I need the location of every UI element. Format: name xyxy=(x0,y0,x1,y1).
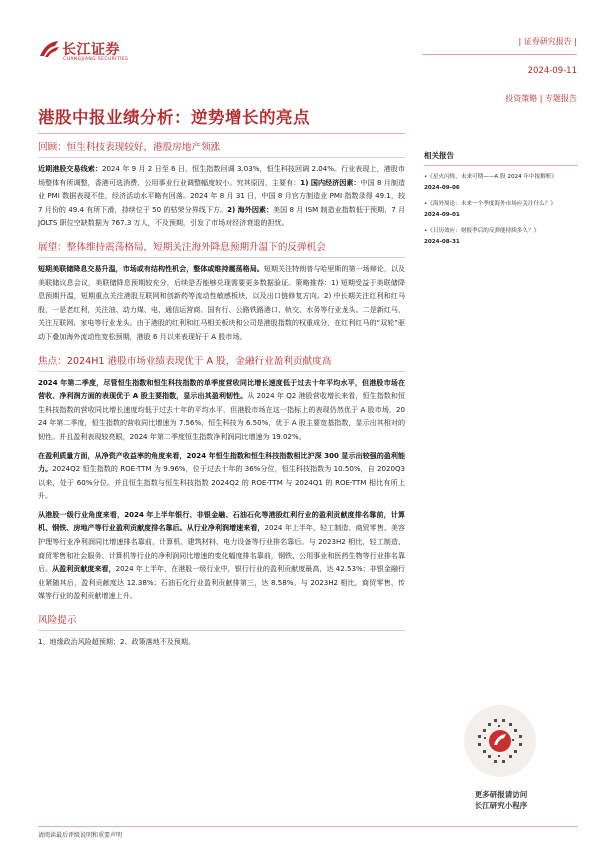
section-heading: 风险提示 xyxy=(38,608,405,631)
report-date: 2024-09-11 xyxy=(527,66,577,76)
body-paragraph xyxy=(38,508,405,603)
emphasis-text: 从港股一级行业角度来看，2024 年上半年银行、非银金融、石油石化等港股红利行业的盈利贡献度排名靠前，计算机、钢铁、房地产等行业盈利贡献度排名靠后。从行业净利润增速来看， xyxy=(38,509,405,533)
emphasis-text: 在盈利质量方面，从净资产收益率的角度来看，2024 年恒生指数和恒生科技指数相比沪深 300 显示出较强的盈利能力。 xyxy=(38,450,405,474)
emphasis-text: 2) 海外因素： xyxy=(227,204,274,214)
related-report-item[interactable] xyxy=(424,226,578,247)
emphasis-text: 2024 年第二季度，尽管恒生指数和恒生科技指数的单季度营收同比增长速度低于过去十年平均水平，但港股市场在营收、净利润方面的表现优于 A 股主要指数，显示出其盈利韧性。 xyxy=(38,377,405,401)
related-reports-heading: 相关报告 xyxy=(424,150,578,166)
section-heading: 焦点：2024H1 港股市场业绩表现优于 A 股，金融行业盈利贡献度高 xyxy=(38,349,405,372)
emphasis-text: 短期美联储降息交易升温，市场或有结构性机会，整体或维持震荡格局。 xyxy=(38,263,264,273)
body-paragraph xyxy=(38,162,405,230)
brand-name-en: CHANGJIANG SECURITIES xyxy=(63,57,129,62)
brand-logo xyxy=(38,38,168,66)
body-text: 2024 年 9 月 2 日至 6 日，恒生指数回调 3.03%，恒生科技回调 2.04%。行业表现上，港股市场整体有所调整，香港可选消费、公用事业行业调整幅度较小。究其原因，主要有： xyxy=(38,164,405,187)
body-paragraph xyxy=(38,262,405,344)
brand-mark-icon xyxy=(38,38,64,60)
body-text: 1、地缘政治风险超预期；2、政策落地不及预期。 xyxy=(38,637,195,647)
brand-name: 长江证券 xyxy=(62,42,120,58)
report-meta xyxy=(422,36,577,105)
emphasis-text: 从盈利贡献度来看， xyxy=(52,564,116,574)
related-report-item[interactable] xyxy=(424,172,578,193)
body-text: 中国 8 月制造业 PMI 数据表现不佳，经济活动水平略有回落。2024 年 8 月 31 日，中国 8 月官方制造业 PMI 指数录得 49.1，较 7 月份的 49.4 有所下滑，持续位于 50 的枯荣分界线下方。 xyxy=(38,177,405,214)
section-heading: 回顾：恒生科技表现较好，港股房地产领涨 xyxy=(38,135,405,158)
report-type: 投资策略 | 专题报告 xyxy=(505,94,577,103)
related-report-item[interactable] xyxy=(424,199,578,220)
related-reports xyxy=(424,150,578,254)
section-heading: 展望：整体维持震荡格局，短期关注海外降息预期升温下的反弹机会 xyxy=(38,235,405,258)
body-paragraph xyxy=(38,449,405,503)
report-body xyxy=(38,135,405,654)
emphasis-text: 1) 国内经济因素： xyxy=(300,177,361,187)
page-title: 港股中报业绩分析：逆势增长的亮点 xyxy=(38,108,310,127)
body-paragraph xyxy=(38,376,405,444)
body-text: 2024 年上半年，在港股一级行业中，银行行业的盈利贡献度最高，达 42.53%；非银金融行业紧随其后，盈利贡献度达 12.38%；石油石化行业盈利贡献排第三，达 8.58%。与 2023H2 相比，商贸零售、传媒等行业的盈利贡献增速上升。 xyxy=(38,564,405,601)
related-report-date: 2024-09-01 xyxy=(424,211,460,218)
qr-caption-line-2: 长江研究小程序 xyxy=(474,801,528,810)
body-text: 2024 年上半年，轻工制造、商贸零售、美容护理等行业净利润同比增速排名靠前，计算机、建筑材料、电力设备等行业排名靠后。与 2023H2 相比，轻工制造、商贸零售和社会服务、计算机等行业的净利润同比增速的变化幅度排名靠前，钢铁、公用事业和医药生物等行业排名靠后。 xyxy=(38,523,405,574)
emphasis-text: 近期港股交易线索： xyxy=(38,164,102,173)
report-kind: | 证券研究报告 | xyxy=(518,37,577,46)
body-paragraph xyxy=(38,635,405,649)
body-text: 短期关注特朗普与哈里斯的第一场辩论，以及美联储议息会议，美联储降息预期较充分，后续是否能够兑现需要更多数据验证。策略推荐：1) 短期受益于美联储降息预期升温，短期重点关注港股互联网和创新药等流动性敏感板块，以及出口链修复方向。2) 中长期关注红利和红马股，一是老红利，关注油、动力煤、电、通信运营商、国有行、公路铁路港口、轨交、水务等行业龙头。二是新红马，关注互联网、家电等行业龙头。由于港股的红利和红马相关板块和公司是港股指数的权重成分，在红利红马的“双轮”驱动下叠加海外流动性宽松预期，港股 6 月以来表现好于 A 股市场。 xyxy=(38,263,405,341)
related-report-date: 2024-08-31 xyxy=(424,238,460,245)
body-text: 2024Q2 恒生指数的 ROE-TTM 为 9.96%，位于过去十年的 36%分位，恒生科技指数为 10.50%，自 2020Q3 以来，处于 60%分位。并且恒生指数与恒生科技指数 2024Q2 的 ROE-TTM 与 2024Q1 的 ROE-TTM 相比有所上升。 xyxy=(38,464,405,501)
related-report-title: •《日历效应：财报季后的反弹能持续多久？》 xyxy=(424,228,540,235)
related-report-date: 2024-09-06 xyxy=(424,184,460,191)
qr-code-icon xyxy=(464,705,536,777)
header-divider xyxy=(422,54,577,55)
footer-disclaimer: 请阅读最后评级说明和重要声明 xyxy=(38,826,578,839)
related-report-title: •《星火闪烁，未来可期——A 股 2024 年中报解析》 xyxy=(424,174,557,180)
mini-program-qr-code[interactable] xyxy=(464,705,536,777)
qr-caption xyxy=(424,789,578,811)
qr-caption-line-1: 更多研报请访问 xyxy=(474,790,528,799)
body-text: 从 2024 年 Q2 港股营收增长来看，恒生指数和恒生科技指数的营收同比增长速度均低于过去十年的平均水平，但港股市场在这一指标上的表现仍然优于 A 股市场，2024 年第二季度，恒生指数的营收同比增速为 7.56%，恒生科技为 6.50%，优于 A 股主要宽基指数，显示出其相对的韧性。并且盈利表现较亮眼，2024 年第二季度恒生指数净利润同比增速为 19.02%。 xyxy=(38,391,405,441)
title-divider xyxy=(38,133,405,134)
body-text: 美国 8 月 ISM 制造业指数低于预期，7 月 JOLTS 职位空缺数据为 767.3 万人，不及预期，引发了市场对经济衰退的担忧。 xyxy=(38,204,406,228)
related-report-title: •《海外周论：未来一个季度海外市场应关注什么？》 xyxy=(424,201,556,208)
